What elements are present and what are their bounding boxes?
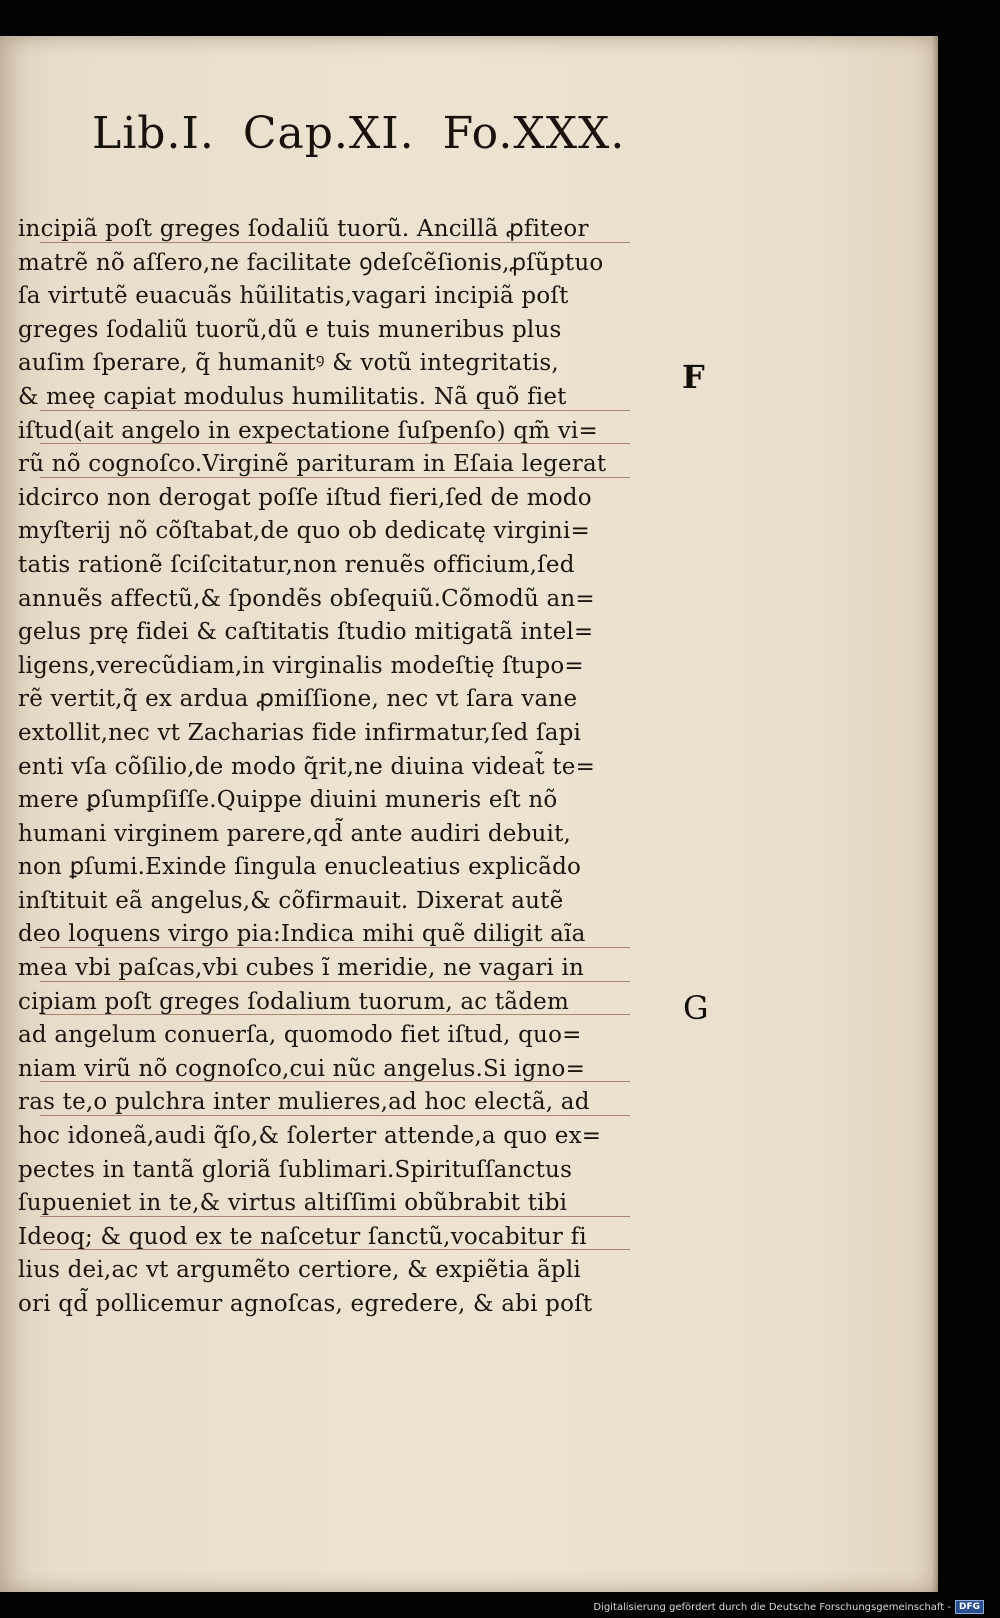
text-line: ſa virtutẽ euacuãs hũilitatis,vagari incipiã poſt xyxy=(18,283,569,310)
text-line: ad angelum conuerſa, quomodo fiet iſtud, quo= xyxy=(18,1022,582,1049)
text-line: cipiam poſt greges ſodalium tuorum, ac tãdem xyxy=(18,986,670,1020)
text-line: idcirco non derogat poſſe iſtud fieri,ſed de modo xyxy=(18,484,592,511)
page-edge-shadow xyxy=(932,36,938,1592)
header-folio: Fo.XXX. xyxy=(442,108,626,159)
text-line: hoc idoneã,audi q̃ſo,& ſolerter attende,a quo ex= xyxy=(18,1123,602,1150)
marginal-letter-f: F xyxy=(682,358,705,396)
book-page xyxy=(0,36,938,1592)
text-line: pectes in tantã gloriã ſublimari.Spirituſſanctus xyxy=(18,1156,573,1183)
text-line: tatis rationẽ ſciſcitatur,non renuẽs officium,ſed xyxy=(18,551,575,578)
text-line: iſtud(ait angelo in expectatione ſuſpenſo) qm̃ vi= xyxy=(18,415,670,449)
text-line: rũ nõ cognoſco.Virginẽ parituram in Eſaia legerat xyxy=(18,448,670,482)
text-line: niam virũ nõ cognoſco,cui nũc angelus.Si igno= xyxy=(18,1053,670,1087)
running-header xyxy=(92,108,653,159)
text-line: extollit,nec vt Zacharias fide infirmatur,ſed ſapi xyxy=(18,719,582,746)
text-line: lius dei,ac vt argumẽto certiore, & expiẽtia ãpli xyxy=(18,1257,581,1284)
text-line: rẽ vertit,q̃ ex ardua ꝓmiſſione, nec vt ſara vane xyxy=(18,686,578,713)
text-line: deo loquens virgo pia:Indica mihi quẽ diligit aĩa xyxy=(18,918,670,952)
text-line: inſtituit eã angelus,& cõfirmauit. Dixerat autẽ xyxy=(18,887,564,914)
dfg-logo: DFG xyxy=(955,1600,984,1614)
header-book: Lib.I. xyxy=(92,108,215,159)
body-text xyxy=(18,213,670,1322)
text-line: & meę capiat modulus humilitatis. Nã quõ fiet xyxy=(18,381,670,415)
text-line: Ideoq; & quod ex te naſcetur ſanctũ,vocabitur fi xyxy=(18,1221,670,1255)
text-line: annuẽs affectũ,& ſpondẽs obſequiũ.Cõmodũ an= xyxy=(18,585,595,612)
footer-credit: Digitalisierung gefördert durch die Deutsche Forschungsgemeinschaft - xyxy=(593,1601,951,1613)
text-line: ſupueniet in te,& virtus altiſſimi obũbrabit tibi xyxy=(18,1187,670,1221)
text-line: ligens,verecũdiam,in virginalis modeſtię ſtupo= xyxy=(18,652,584,679)
text-line: non ꝑſumi.Exinde ſingula enucleatius explicãdo xyxy=(18,854,582,881)
text-line: mere ꝑſumpſiſſe.Quippe diuini muneris eſt nõ xyxy=(18,787,558,814)
digitization-footer xyxy=(593,1600,984,1614)
text-line: mea vbi paſcas,vbi cubes ĩ meridie, ne vagari in xyxy=(18,952,670,986)
text-line: ori qd̃ pollicemur agnoſcas, egredere, & abi poſt xyxy=(18,1291,593,1317)
text-line: auſim ſperare, q̃ humanitꝰ & votũ integritatis, xyxy=(18,350,559,377)
text-line: ras te,o pulchra inter mulieres,ad hoc electã, ad xyxy=(18,1086,670,1120)
header-chapter: Cap.XI. xyxy=(242,108,415,159)
text-line: incipiã poſt greges ſodaliũ tuorũ. Ancillã ꝓfiteor xyxy=(18,213,670,247)
text-line: matrẽ nõ aſſero,ne facilitate ꝯdeſcẽſionis,ꝓſũptuo xyxy=(18,249,604,276)
text-line: enti vſa cõſilio,de modo q̃rit,ne diuina videat̃ te= xyxy=(18,753,596,780)
marginal-letter-g: G xyxy=(683,989,709,1027)
text-line: humani virginem parere,qd̃ ante audiri debuit, xyxy=(18,820,572,847)
text-line: greges ſodaliũ tuorũ,dũ e tuis muneribus plus xyxy=(18,316,562,343)
text-line: myſterij nõ cõſtabat,de quo ob dedicatę virgini= xyxy=(18,518,590,545)
text-line: gelus prę fidei & caſtitatis ſtudio mitigatã intel= xyxy=(18,619,594,646)
